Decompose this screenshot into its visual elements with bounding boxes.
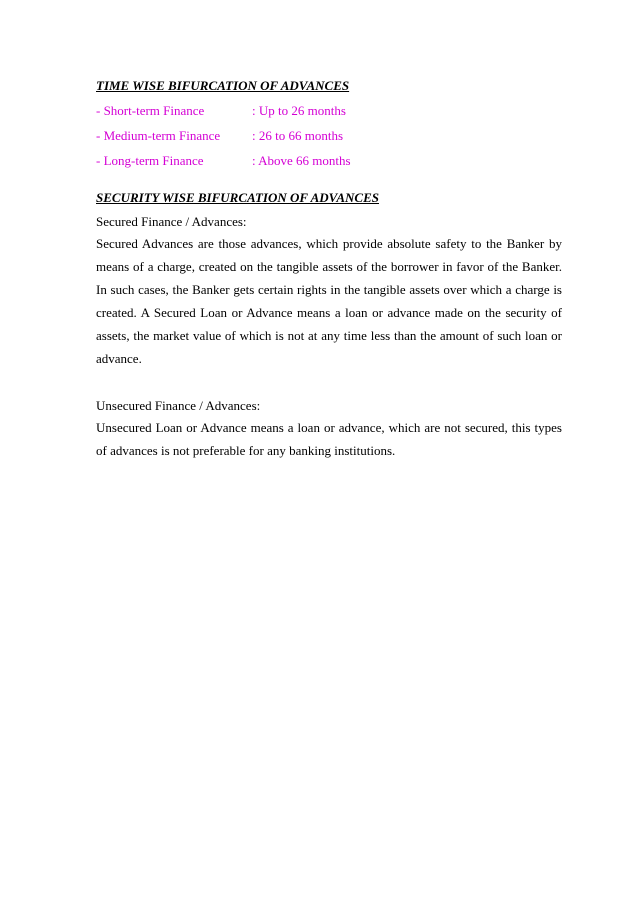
time-wise-heading: TIME WISE BIFURCATION OF ADVANCES: [96, 78, 350, 93]
list-item-value: : Above 66 months: [252, 153, 351, 168]
paragraph-gap: [96, 370, 562, 391]
list-item-label: - Short-term Finance: [96, 103, 205, 118]
list-item-medium-term: [96, 126, 562, 145]
list-item-value: : 26 to 66 months: [252, 128, 344, 143]
page-content: [96, 76, 562, 462]
list-item-long-term: [96, 151, 562, 170]
list-item-short-term: [96, 101, 562, 120]
list-item-label: - Medium-term Finance: [96, 128, 221, 143]
list-item-label: - Long-term Finance: [96, 153, 204, 168]
secured-finance-title: Secured Finance / Advances:: [96, 214, 247, 229]
security-wise-heading: SECURITY WISE BIFURCATION OF ADVANCES: [96, 190, 379, 205]
unsecured-finance-paragraph: Unsecured Loan or Advance means a loan or advance, which are not secured, this types of advances is not preferable for any banking institutions.: [96, 420, 562, 458]
list-item-value: : Up to 26 months: [252, 103, 346, 118]
unsecured-finance-title: Unsecured Finance / Advances:: [96, 398, 261, 413]
time-wise-list: [96, 101, 562, 170]
secured-finance-paragraph: Secured Advances are those advances, which provide absolute safety to the Banker by means of a charge, created on the tangible assets of the borrower in favor of the Banker. In such cases, the Banker gets certain rights in the tangible assets over which a charge is created. A Secured Loan or Advance means a loan or advance made on the security of assets, the market value of which is not at any time less than the amount of such loan or advance.: [96, 236, 562, 366]
section-gap: [96, 176, 562, 188]
